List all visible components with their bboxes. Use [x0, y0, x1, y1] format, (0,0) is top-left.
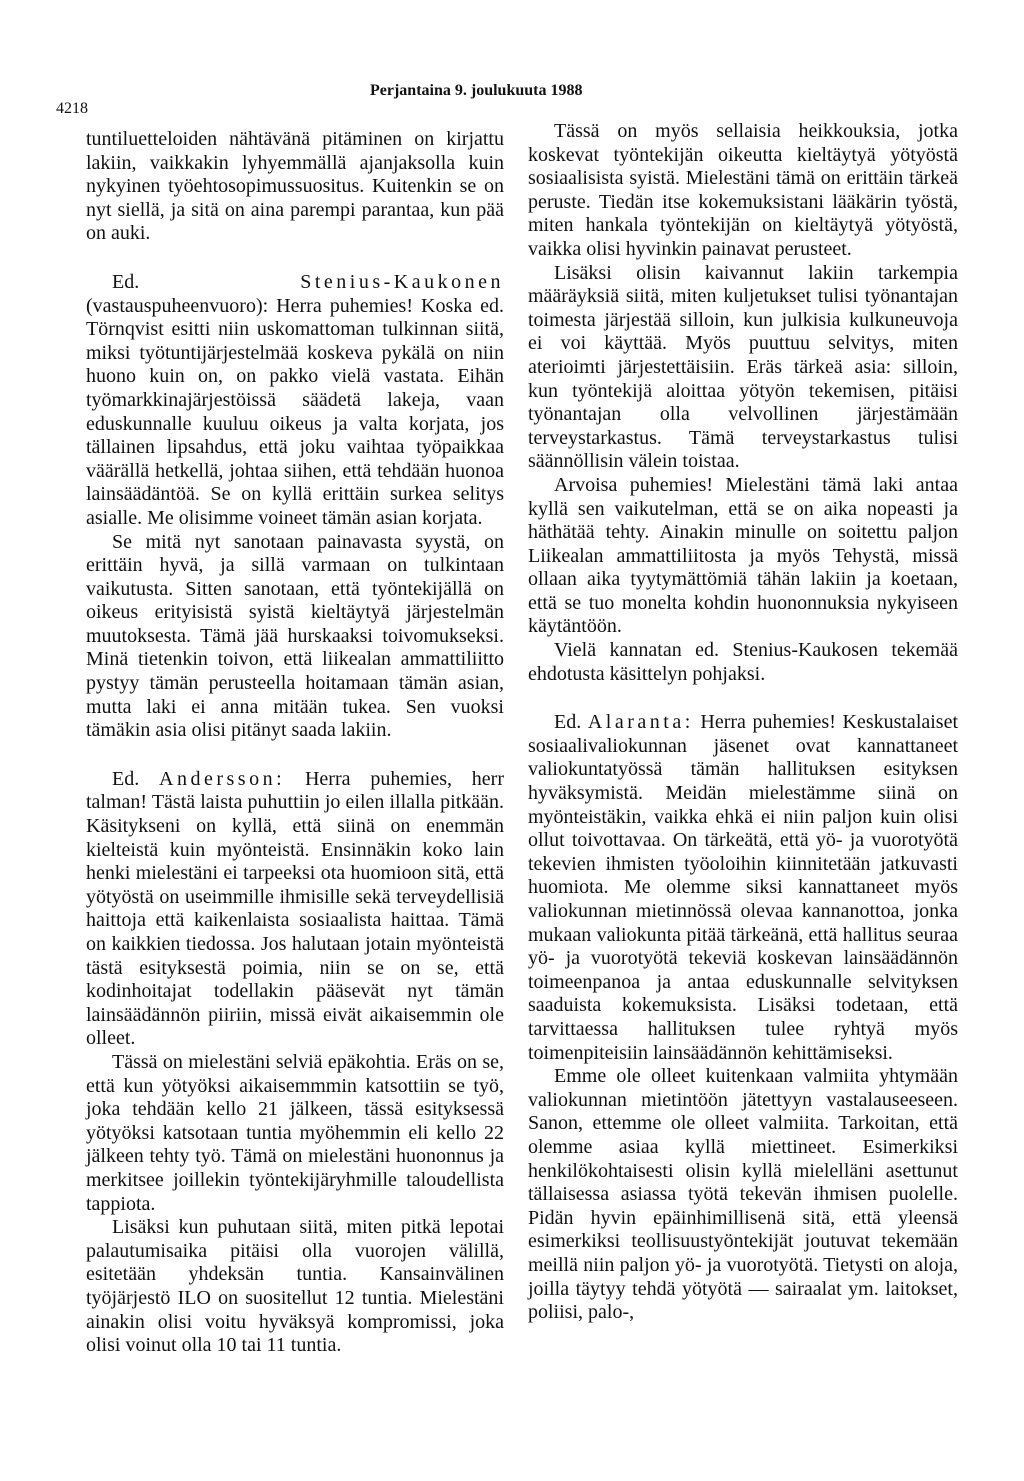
- speech-paragraph: [528, 711, 958, 1065]
- paragraph: tuntiluetteloiden nähtävänä pitäminen on kirjattu lakiin, vaikkakin lyhyemmällä ajanjaksolla kuin nykyinen työehtosopimussuositus. Kuitenkin se on nyt siellä, ja sitä on aina parempi parantaa, kun pää on auki.: [86, 128, 504, 245]
- page-number: 4218: [56, 100, 88, 117]
- speaker-prefix: Ed.: [112, 270, 140, 293]
- left-column: [86, 128, 504, 1358]
- paragraph: Emme ole olleet kuitenkaan valmiita yhtymään valiokunnan mietintöön jätettyyn vastalauseeseen. Sanon, ettemme ole olleet valmiita. Tarkoitan, että olemme asiaa kyllä miettineet. Esimerkiksi henkilökohtaisesti olisin kyllä mielelläni asettunut tällaisessa asiassa työtä tekevän ihmisen puolelle. Pidän hyvin epäinhimillisenä sitä, että yleensä esimerkiksi teollisuustyöntekijät joutuvat tekemään meillä niin paljon yö- ja vuorotyötä. Tietysti on aloja, joilla täytyy tehdä yötyötä — sairaalat ym. laitokset, poliisi, palo-,: [528, 1065, 958, 1324]
- speaker-prefix: Ed.: [112, 767, 140, 790]
- speech-paragraph: [86, 271, 504, 531]
- paragraph: Tässä on mielestäni selviä epäkohtia. Eräs on se, että kun yötyöksi aikaisemmmin katsottiin se työ, joka tehdään kello 21 jälkeen, tässä esityksessä yötyöksi katsotaan tuntia myöhemmin eli kello 22 jälkeen tehty työ. Tämä on mielestäni huononnus ja merkitsee joillekin työntekijäryhmille taloudellista tappiota.: [86, 1050, 504, 1215]
- paragraph: Vielä kannatan ed. Stenius-Kaukosen tekemää ehdotusta käsittelyn pohjaksi.: [528, 639, 958, 685]
- speaker-name: Andersson:: [159, 767, 286, 790]
- paragraph: Arvoisa puhemies! Mielestäni tämä laki antaa kyllä sen vaikutelman, että se on aika nopeasti ja häthätää tehty. Ainakin minulle on soitettu paljon Liikealan ammattiliitosta ja myös Tehystä, missä ollaan aika tyytymättömiä tähän lakiin ja koetaan, että se tuo monelta kohdin huononnuksia nykyiseen käytäntöön.: [528, 473, 958, 638]
- speech-text: Herra puhemies, herr talman! Tästä laista puhuttiin jo eilen illalla pitkään. Käsitykseni on kyllä, että siinä on enemmän kielteistä kuin myönteistä. Ensinnäkin koko lain henki mielestäni ei tarpeeksi ota huomioon sitä, että yötyöstä on useimmille ihmisille sekä terveydellisiä haittoja että kaikenlaista sosiaalista haittaa. Tämä on kaikkien tiedossa. Jos halutaan jotain myönteistä tästä esityksestä poimia, niin se on se, että kodinhoitajat todellakin pääsevät nyt tämän lainsäädännön piiriin, missä eivät aikaisemmin ole olleet.: [86, 767, 504, 1050]
- speech-text: Herra puhemies! Keskustalaiset sosiaalivaliokunnan jäsenet ovat kannattaneet valiokuntatyössä tämän hallituksen esityksen hyväksymistä. Meidän mielestämme siinä on myönteistäkin, vaikka ehkä ei niin paljon kuin olisi ollut toivottavaa. On tärkeätä, että yö- ja vuorotyötä tekevien ihmisten työoloihin kiinnitetään jatkuvasti huomiota. Me olemme siksi kannattaneet myös valiokunnan mietinnössä olevaa kannanottoa, jonka mukaan valiokunta pitää tärkeänä, että hallitus seuraa yö- ja vuorotyötä tekeviä koskevan lainsäädännön toimeenpanoa ja antaa eduskunnalle selvityksen saaduista kokemuksista. Lisäksi todetaan, että tarvittaessa hallituksen tulee ryhtyä myös toimenpiteisiin lainsäädännön kehittämiseksi.: [528, 711, 959, 1064]
- paragraph: Tässä on myös sellaisia heikkouksia, jotka koskevat työntekijän oikeutta kieltäytyä yötyöstä sosiaalisista syistä. Mielestäni tämä on erittäin tärkeä peruste. Tiedän itse kokemuksistani lääkärin työstä, miten hankala työntekijän on kieltäytyä yötyöstä, vaikka olisi hyvinkin painavat perusteet.: [528, 120, 958, 260]
- paragraph: Lisäksi olisin kaivannut lakiin tarkempia määräyksiä siitä, miten kuljetukset tulisi työnantajan toimesta järjestää silloin, kun julkisia kulkuneuvoja ei voi käyttää. Myös puuttuu selvitys, miten aterioimti järjestettäisiin. Eräs tärkeä asia: silloin, kun työntekijä aloittaa yötyön tekemisen, pitäisi työnantajan olla velvollinen järjestämään terveystarkastus. Tämä terveystarkastus tulisi säännöllisin välein toistaa.: [528, 261, 958, 473]
- right-column: [528, 120, 958, 1325]
- paragraph: Lisäksi kun puhutaan siitä, miten pitkä lepotai palautumisaika pitäisi olla vuorojen välillä, esitetään yhdeksän tuntia. Kansainvälinen työjärjestö ILO on suositellut 12 tuntia. Mielestäni ainakin olisi voitu hyväksyä kompromissi, joka olisi voinut olla 10 tai 11 tuntia.: [86, 1216, 504, 1357]
- running-head: Perjantaina 9. joulukuuta 1988: [370, 82, 583, 99]
- speech-text: (vastauspuheenvuoro): Herra puhemies! Koska ed. Törnqvist esitti niin uskomattoman tulkinnan siitä, miksi työtuntijärjestelmää koskeva pykälä on niin huono kuin on, on pakko vielä vastata. Eihän työmarkkinajärjestöissä säädetä lakeja, vaan eduskunnalle kuuluu oikeus ja valta korjata, jos tällainen lipsahdus, että joku vaihtaa työpaikkaa väärällä hetkellä, johtaa siihen, että tehdään huonoa lainsäädäntöä. Se on kyllä erittäin surkea selitys asialle. Me olisimme voineet tämän asian korjata.: [86, 294, 504, 529]
- speaker-name: Stenius-Kaukonen: [300, 270, 504, 293]
- speaker-name: Alaranta:: [587, 711, 694, 734]
- paragraph: Se mitä nyt sanotaan painavasta syystä, on erittäin hyvä, ja sillä varmaan on tulkintaan vaikutusta. Sitten sanotaan, että työntekijällä on oikeus erityisistä syistä kieltäytyä järjestelmän muutoksesta. Tämä jää hurskaaksi toivomukseksi. Minä tietenkin toivon, että liikealan ammattiliitto pystyy tämän perusteella hoitamaan tämän asian, mutta laki ei anna mitään tukea. Sen vuoksi tämäkin asia olisi pitänyt saada lakiin.: [86, 530, 504, 742]
- speaker-prefix: Ed.: [554, 711, 582, 734]
- speech-paragraph: [86, 768, 504, 1051]
